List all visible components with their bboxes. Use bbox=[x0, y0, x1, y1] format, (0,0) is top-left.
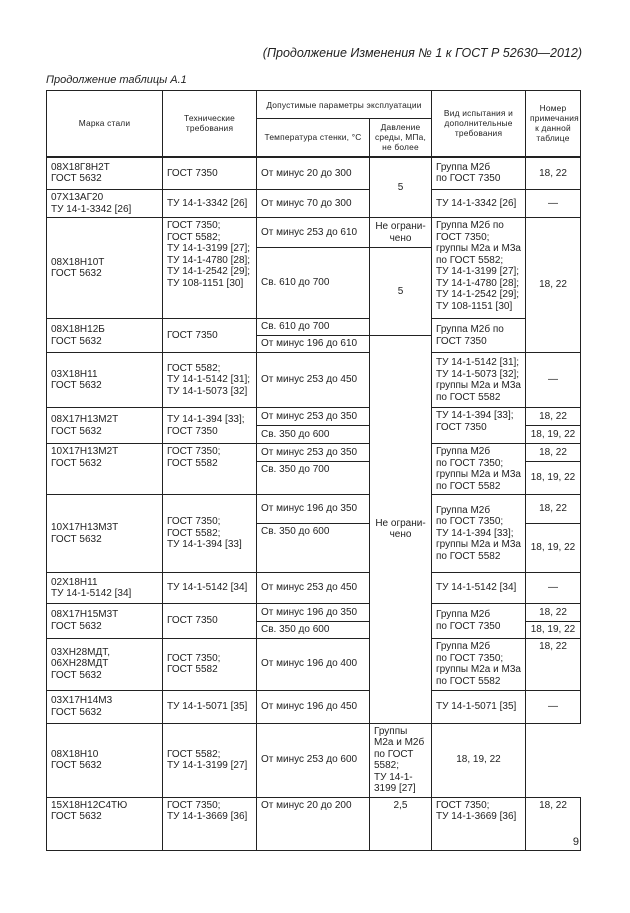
cell-note: — bbox=[526, 690, 581, 723]
cell-note: 18, 22 bbox=[526, 797, 581, 850]
table-row bbox=[47, 353, 581, 408]
cell-tech: ГОСТ 7350 bbox=[163, 319, 257, 353]
col-header-grade: Марка стали bbox=[47, 91, 163, 157]
table-row bbox=[47, 495, 581, 524]
table-row bbox=[47, 408, 581, 426]
col-header-temp: Температура стенки, °С bbox=[257, 119, 370, 157]
table-row bbox=[47, 573, 581, 604]
cell-note: 18, 22 bbox=[526, 638, 581, 690]
cell-test: ГОСТ 7350; ТУ 14-1-3669 [36] bbox=[432, 797, 526, 850]
cell-tech: ГОСТ 7350 bbox=[163, 604, 257, 639]
col-header-tech: Технические требования bbox=[163, 91, 257, 157]
cell-note: — bbox=[526, 190, 581, 218]
table-row bbox=[47, 319, 581, 336]
cell-temp: Св. 610 до 700 bbox=[257, 248, 370, 319]
cell-temp: Св. 350 до 600 bbox=[257, 622, 370, 639]
cell-tech: ГОСТ 7350; ГОСТ 5582; ТУ 14-1-394 [33] bbox=[163, 495, 257, 573]
cell-temp: От минус 196 до 450 bbox=[257, 690, 370, 723]
cell-grade: 08Х18Г8Н2Т ГОСТ 5632 bbox=[47, 157, 163, 190]
cell-note: 18, 22 bbox=[526, 408, 581, 426]
document-header: (Продолжение Изменения № 1 к ГОСТ Р 52630—2012) bbox=[262, 46, 582, 60]
cell-temp: От минус 20 до 200 bbox=[257, 797, 370, 850]
table-row bbox=[47, 218, 581, 248]
cell-note: 18, 22 bbox=[526, 495, 581, 524]
cell-grade: 03Х17Н14М3 ГОСТ 5632 bbox=[47, 690, 163, 723]
cell-grade: 10Х17Н13М2Т ГОСТ 5632 bbox=[47, 444, 163, 495]
cell-note: 18, 19, 22 bbox=[526, 622, 581, 639]
cell-temp: От минус 253 до 450 bbox=[257, 573, 370, 604]
cell-test: Группа М2б по ГОСТ 7350 bbox=[432, 319, 526, 353]
cell-temp: От минус 253 до 450 bbox=[257, 353, 370, 408]
col-header-params: Допустимые параметры эксплуатации bbox=[257, 91, 432, 119]
table-row bbox=[47, 690, 581, 723]
cell-note: 18, 22 bbox=[526, 604, 581, 622]
cell-temp: От минус 20 до 300 bbox=[257, 157, 370, 190]
cell-test: Группа М2б по ГОСТ 7350; группы М2а и М3а по ГОСТ 5582 bbox=[432, 638, 526, 690]
cell-grade: 15Х18Н12С4ТЮ ГОСТ 5632 bbox=[47, 797, 163, 850]
cell-note: 18, 19, 22 bbox=[526, 524, 581, 573]
cell-pressure: 2,5 bbox=[370, 797, 432, 850]
cell-temp: От минус 196 до 400 bbox=[257, 638, 370, 690]
cell-tech: ГОСТ 7350; ГОСТ 5582; ТУ 14-1-3199 [27]; ТУ 14-1-4780 [28]; ТУ 14-1-2542 [29]; ТУ 108-1151 [30] bbox=[163, 218, 257, 319]
cell-temp: Св. 350 до 600 bbox=[257, 426, 370, 444]
cell-note: 18, 19, 22 bbox=[432, 723, 526, 797]
steel-grades-table bbox=[46, 90, 581, 851]
col-header-pressure: Давление среды, МПа, не более bbox=[370, 119, 432, 157]
cell-tech: ГОСТ 7350; ТУ 14-1-3669 [36] bbox=[163, 797, 257, 850]
cell-grade: 08Х18Н10 ГОСТ 5632 bbox=[47, 723, 163, 797]
cell-pressure: Не ограни- чено bbox=[370, 218, 432, 248]
cell-note: — bbox=[526, 573, 581, 604]
table-row bbox=[47, 444, 581, 462]
cell-pressure: Не ограни- чено bbox=[370, 336, 432, 724]
cell-grade: 08Х18Н10Т ГОСТ 5632 bbox=[47, 218, 163, 319]
cell-temp: От минус 253 до 600 bbox=[257, 723, 370, 797]
cell-test: Группа М2б по ГОСТ 7350 bbox=[432, 604, 526, 639]
cell-note: 18, 19, 22 bbox=[526, 462, 581, 495]
cell-grade: 10Х17Н13М3Т ГОСТ 5632 bbox=[47, 495, 163, 573]
cell-test: ТУ 14-1-5071 [35] bbox=[432, 690, 526, 723]
cell-grade: 02Х18Н11 ТУ 14-1-5142 [34] bbox=[47, 573, 163, 604]
cell-pressure: 5 bbox=[370, 248, 432, 336]
cell-note: 18, 19, 22 bbox=[526, 426, 581, 444]
col-header-test: Вид испытания и дополнительные требования bbox=[432, 91, 526, 157]
cell-grade: 03ХН28МДТ, 06ХН28МДТ ГОСТ 5632 bbox=[47, 638, 163, 690]
cell-test: Группа М2б по ГОСТ 7350; группы М2а и М3а по ГОСТ 5582; ТУ 14-1-3199 [27]; ТУ 14-1-4780 [28]; ТУ 14-1-2542 [29]; ТУ 108-1151 [30] bbox=[432, 218, 526, 319]
cell-test: ТУ 14-1-3342 [26] bbox=[432, 190, 526, 218]
table-row bbox=[47, 723, 581, 797]
cell-note: 18, 22 bbox=[526, 157, 581, 190]
cell-tech: ТУ 14-1-3342 [26] bbox=[163, 190, 257, 218]
cell-tech: ТУ 14-1-394 [33]; ГОСТ 7350 bbox=[163, 408, 257, 444]
cell-temp: Св. 350 до 600 bbox=[257, 524, 370, 573]
page-number: 9 bbox=[572, 836, 579, 848]
cell-note: 18, 22 bbox=[526, 444, 581, 462]
cell-temp: От минус 196 до 350 bbox=[257, 495, 370, 524]
cell-tech: ГОСТ 7350 bbox=[163, 157, 257, 190]
cell-test: Группа М2б по ГОСТ 7350; группы М2а и М3а по ГОСТ 5582 bbox=[432, 444, 526, 495]
cell-tech: ТУ 14-1-5142 [34] bbox=[163, 573, 257, 604]
cell-test: ТУ 14-1-5142 [31]; ТУ 14-1-5073 [32]; группы М2а и М3а по ГОСТ 5582 bbox=[432, 353, 526, 408]
cell-tech: ГОСТ 5582; ТУ 14-1-5142 [31]; ТУ 14-1-5073 [32] bbox=[163, 353, 257, 408]
cell-test: Группы М2а и М2б по ГОСТ 5582; ТУ 14-1-3199 [27] bbox=[370, 723, 432, 797]
table-row bbox=[47, 797, 581, 850]
cell-pressure: 5 bbox=[370, 157, 432, 218]
table-row bbox=[47, 157, 581, 190]
cell-test: Группа М2б по ГОСТ 7350 bbox=[432, 157, 526, 190]
cell-temp: От минус 196 до 350 bbox=[257, 604, 370, 622]
cell-grade: 07Х13АГ20 ТУ 14-1-3342 [26] bbox=[47, 190, 163, 218]
cell-note: — bbox=[526, 353, 581, 408]
col-header-note: Номер примечания к данной таблице bbox=[526, 91, 581, 157]
cell-tech: ГОСТ 5582; ТУ 14-1-3199 [27] bbox=[163, 723, 257, 797]
cell-test: ТУ 14-1-5142 [34] bbox=[432, 573, 526, 604]
cell-tech: ГОСТ 7350; ГОСТ 5582 bbox=[163, 638, 257, 690]
cell-test: Группа М2б по ГОСТ 7350; ТУ 14-1-394 [33]; группы М2а и М3а по ГОСТ 5582 bbox=[432, 495, 526, 573]
cell-grade: 08Х17Н15М3Т ГОСТ 5632 bbox=[47, 604, 163, 639]
cell-temp: От минус 70 до 300 bbox=[257, 190, 370, 218]
table-row bbox=[47, 604, 581, 622]
cell-grade: 03Х18Н11 ГОСТ 5632 bbox=[47, 353, 163, 408]
cell-temp: От минус 196 до 610 bbox=[257, 336, 370, 353]
cell-temp: От минус 253 до 350 bbox=[257, 408, 370, 426]
cell-temp: Св. 610 до 700 bbox=[257, 319, 370, 336]
cell-temp: От минус 253 до 610 bbox=[257, 218, 370, 248]
cell-grade: 08Х18Н12Б ГОСТ 5632 bbox=[47, 319, 163, 353]
cell-tech: ГОСТ 7350; ГОСТ 5582 bbox=[163, 444, 257, 495]
cell-grade: 08Х17Н13М2Т ГОСТ 5632 bbox=[47, 408, 163, 444]
cell-note: 18, 22 bbox=[526, 218, 581, 353]
table-row bbox=[47, 638, 581, 690]
cell-temp: От минус 253 до 350 bbox=[257, 444, 370, 462]
cell-test: ТУ 14-1-394 [33]; ГОСТ 7350 bbox=[432, 408, 526, 444]
table-caption: Продолжение таблицы А.1 bbox=[46, 74, 187, 86]
table-row bbox=[47, 190, 581, 218]
cell-temp: Св. 350 до 700 bbox=[257, 462, 370, 495]
cell-tech: ТУ 14-1-5071 [35] bbox=[163, 690, 257, 723]
